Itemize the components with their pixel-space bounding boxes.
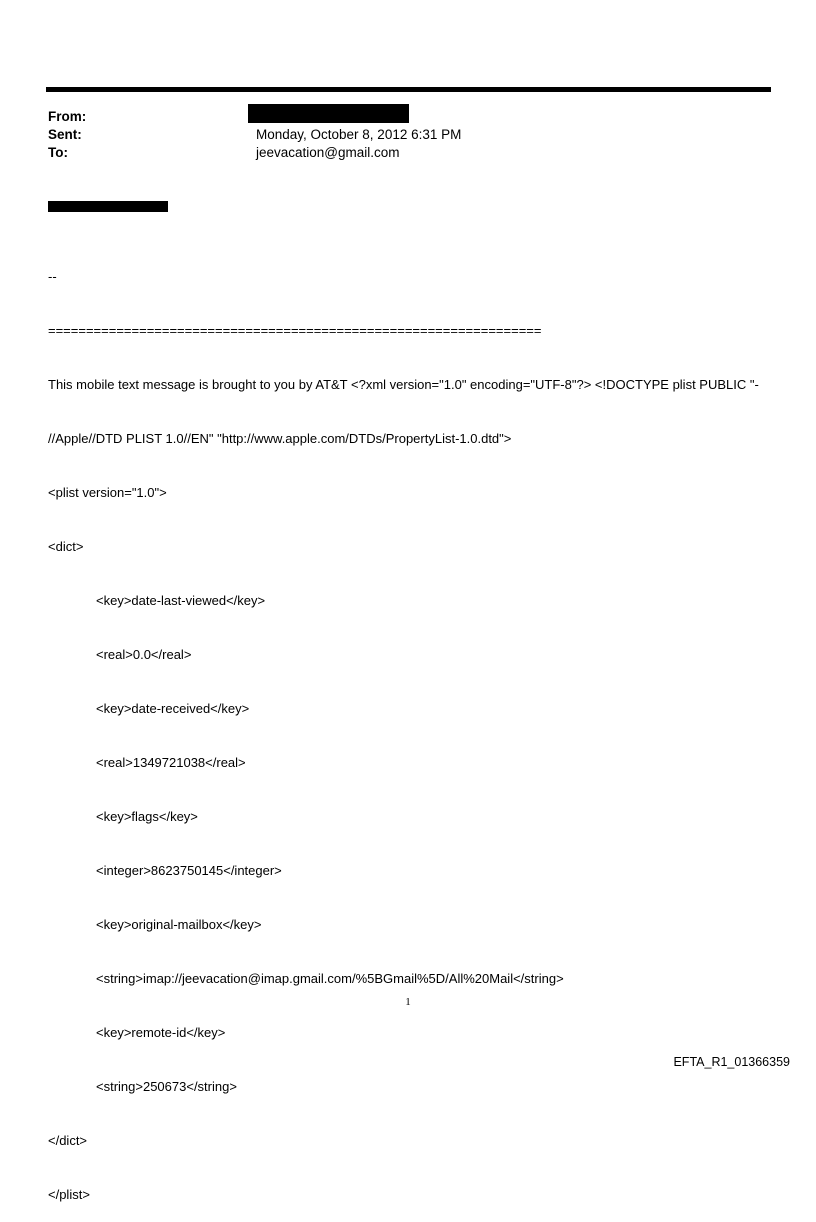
sent-value: Monday, October 8, 2012 6:31 PM bbox=[256, 127, 462, 142]
from-redaction bbox=[248, 104, 409, 123]
body-line: </dict> bbox=[48, 1133, 88, 1148]
body-line: <integer>8623750145</integer> bbox=[96, 863, 282, 878]
body-line: //Apple//DTD PLIST 1.0//EN" "http://www.apple.com/DTDs/PropertyList-1.0.dtd"> bbox=[48, 431, 512, 446]
from-label: From: bbox=[48, 109, 87, 124]
body-line: <key>remote-id</key> bbox=[96, 1025, 226, 1040]
body-line: <real>1349721038</real> bbox=[96, 755, 246, 770]
body-line: <key>original-mailbox</key> bbox=[96, 917, 262, 932]
body-line: <key>date-last-viewed</key> bbox=[96, 593, 266, 608]
to-label: To: bbox=[48, 145, 68, 160]
body-line: This mobile text message is brought to you by AT&T <?xml version="1.0" encoding="UTF-8"?> <!DOCTYPE plist PUBLIC "- bbox=[48, 377, 759, 392]
body-line: <key>flags</key> bbox=[96, 809, 198, 824]
body-line: <key>date-received</key> bbox=[96, 701, 250, 716]
body-line: <string>imap://jeevacation@imap.gmail.com/%5BGmail%5D/All%20Mail</string> bbox=[96, 971, 564, 986]
page-number: 1 bbox=[405, 996, 411, 1008]
body-line: </plist> bbox=[48, 1187, 90, 1202]
body-line: <plist version="1.0"> bbox=[48, 485, 167, 500]
body-line: <string>250673</string> bbox=[96, 1079, 237, 1094]
body-line: <dict> bbox=[48, 539, 84, 554]
to-value: jeevacation@gmail.com bbox=[256, 145, 400, 160]
header-rule bbox=[46, 87, 771, 92]
message-body bbox=[48, 232, 778, 1222]
document-id: EFTA_R1_01366359 bbox=[673, 1055, 790, 1069]
body-line: ================================================================= bbox=[48, 323, 542, 338]
body-line: <real>0.0</real> bbox=[96, 647, 192, 662]
subject-redaction bbox=[48, 201, 168, 212]
sent-label: Sent: bbox=[48, 127, 82, 142]
body-line: -- bbox=[48, 269, 57, 284]
